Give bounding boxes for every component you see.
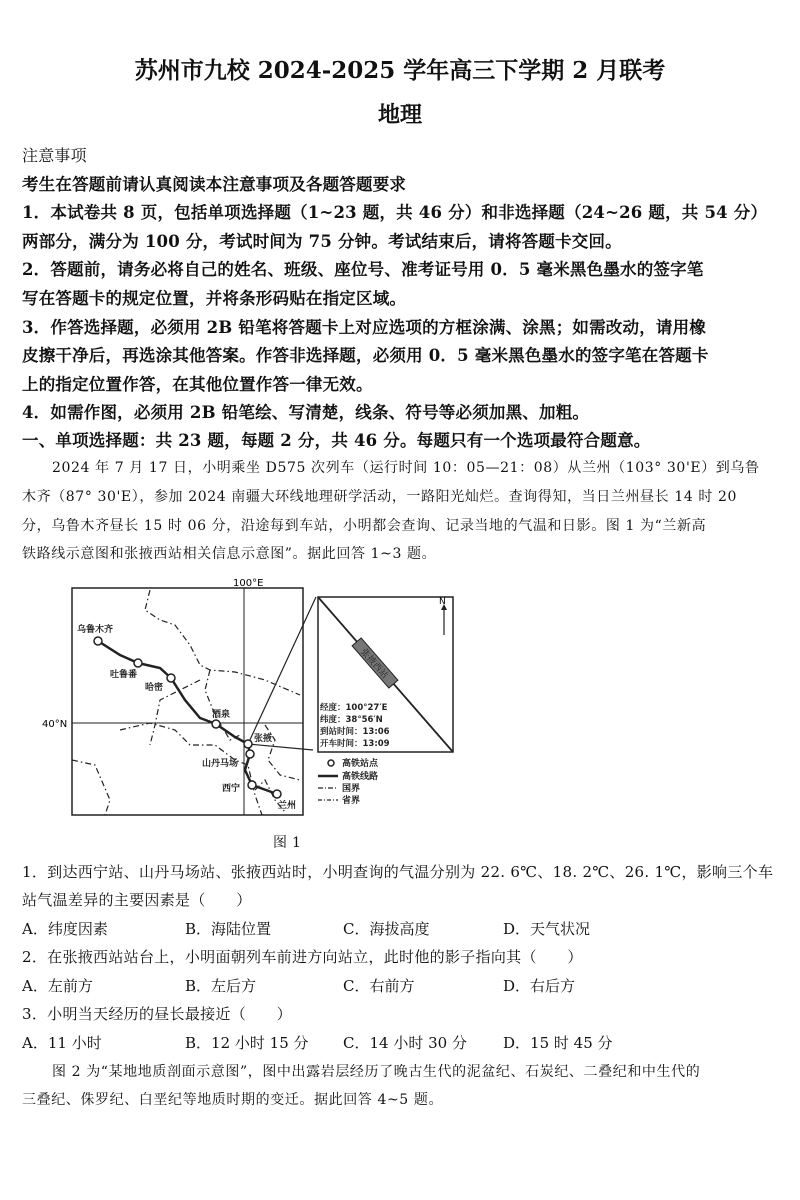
question-stem: 站气温差异的主要因素是（ ） xyxy=(22,891,252,909)
station-label: 乌鲁木齐 xyxy=(77,625,114,635)
passage-line: 分，乌鲁木齐昼长 15 时 06 分，沿途每到车站，小明都会查询、记录当地的气温和日影。图 1 为“兰新高 xyxy=(22,518,707,534)
lon-label: 100°E xyxy=(233,578,264,589)
station-label: 兰州 xyxy=(278,801,297,811)
option-b: B．12 小时 15 分 xyxy=(185,1034,309,1052)
option-a: A．左前方 xyxy=(22,977,93,995)
option-d: D．15 时 45 分 xyxy=(503,1034,613,1052)
notice-line: 写在答题卡的规定位置，并将条形码贴在指定区域。 xyxy=(22,289,407,308)
figure-caption: 图 1 xyxy=(273,835,302,851)
question-stem: 3．小明当天经历的昼长最接近（ ） xyxy=(22,1005,292,1023)
inset-depart: 开车时间：13:09 xyxy=(320,739,390,749)
inset-station-label: 张掖西站 xyxy=(358,647,390,681)
station-label: 酒泉 xyxy=(212,710,231,720)
legend-label: 省界 xyxy=(342,796,361,806)
legend-label: 高铁站点 xyxy=(342,759,379,769)
notice-line: 2．答题前，请务必将自己的姓名、班级、座位号、准考证号用 0．5 毫米黑色墨水的签字笔 xyxy=(22,260,704,279)
passage-line: 2024 年 7 月 17 日，小明乘坐 D575 次列车（运行时间 10：05—21：08）从兰州（103° 30'E）到乌鲁 xyxy=(52,460,760,476)
station-label: 张掖 xyxy=(254,734,273,744)
station-label: 山丹马场 xyxy=(202,759,239,769)
notice-line: 皮擦干净后，再选涂其他答案。作答非选择题，必须用 0．5 毫米黑色墨水的签字笔在答题卡 xyxy=(22,346,709,365)
inset-arrive: 到站时间：13:06 xyxy=(320,727,390,737)
option-c: C．右前方 xyxy=(343,977,415,995)
callout-line xyxy=(248,597,316,744)
notice-heading: 注意事项 xyxy=(22,146,87,165)
legend-label: 高铁线路 xyxy=(342,772,379,782)
legend-label: 国界 xyxy=(342,784,361,794)
passage-line: 三叠纪、侏罗纪、白垩纪等地质时期的变迁。据此回答 4~5 题。 xyxy=(22,1092,444,1108)
station-label: 哈密 xyxy=(145,683,164,693)
inset-lat: 纬度：38°56′N xyxy=(320,715,383,725)
notice-line: 考生在答题前请认真阅读本注意事项及各题答题要求 xyxy=(22,175,407,194)
question-stem: 2．在张掖西站站台上，小明面朝列车前进方向站立，此时他的影子指向其（ ） xyxy=(22,948,583,966)
railway-line xyxy=(98,641,277,794)
station-label: 西宁 xyxy=(222,784,241,794)
subject-title: 地理 xyxy=(377,102,422,128)
option-a: A．纬度因素 xyxy=(22,920,108,938)
inset-station-rect xyxy=(352,638,398,688)
passage-line: 图 2 为“某地地质剖面示意图”，图中出露岩层经历了晚古生代的泥盆纪、石炭纪、二叠纪和中生代的 xyxy=(52,1064,701,1080)
option-a: A．11 小时 xyxy=(22,1034,102,1052)
notice-line: 上的指定位置作答，在其他位置作答一律无效。 xyxy=(22,375,373,394)
question-stem: 1．到达西宁站、山丹马场站、张掖西站时，小明查询的气温分别为 22. 6℃、18. 2℃、26. 1℃，影响三个车 xyxy=(22,863,774,881)
notice-line: 3．作答选择题，必须用 2B 铅笔将答题卡上对应选项的方框涂满、涂黑；如需改动，请用橡 xyxy=(22,318,706,337)
exam-title: 苏州市九校 2024-2025 学年高三下学期 2 月联考 xyxy=(134,57,666,84)
north-label: N xyxy=(439,597,446,607)
figure-1-map xyxy=(0,570,800,840)
lat-label: 40°N xyxy=(42,719,68,730)
option-b: B．左后方 xyxy=(185,977,257,995)
station-label: 吐鲁番 xyxy=(110,670,138,680)
option-d: D．天气状况 xyxy=(503,920,591,938)
option-c: C．海拔高度 xyxy=(343,920,430,938)
section-heading: 一、单项选择题：共 23 题，每题 2 分，共 46 分。每题只有一个选项最符合题意。 xyxy=(22,431,651,450)
passage-line: 铁路线示意图和张掖西站相关信息示意图”。据此回答 1~3 题。 xyxy=(22,546,437,562)
option-c: C．14 小时 30 分 xyxy=(343,1034,467,1052)
notice-line: 1．本试卷共 8 页，包括单项选择题（1~23 题，共 46 分）和非选择题（24~26 题，共 54 分） xyxy=(22,203,768,222)
notice-line: 4．如需作图，必须用 2B 铅笔绘、写清楚，线条、符号等必须加黑、加粗。 xyxy=(22,403,590,422)
notice-line: 两部分，满分为 100 分，考试时间为 75 分钟。考试结束后，请将答题卡交回。 xyxy=(22,232,622,251)
passage-line: 木齐（87° 30'E），参加 2024 南疆大环线地理研学活动，一路阳光灿烂。查询得知，当日兰州昼长 14 时 20 xyxy=(22,489,738,505)
option-d: D．右后方 xyxy=(503,977,576,995)
station-markers xyxy=(94,637,281,798)
legend xyxy=(318,757,379,806)
inset-lon: 经度：100°27′E xyxy=(320,703,388,713)
option-b: B．海陆位置 xyxy=(185,920,272,938)
